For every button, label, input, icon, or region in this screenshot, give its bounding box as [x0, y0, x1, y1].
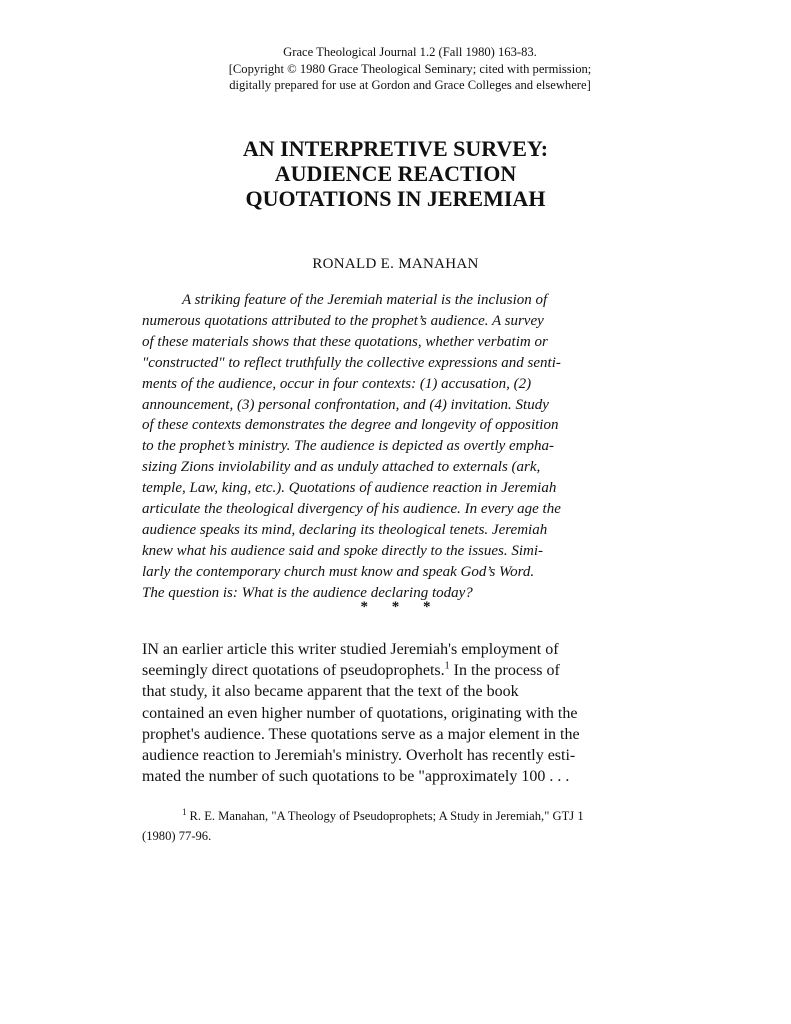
section-separator: [0, 599, 791, 616]
footnote-line: (1980) 77-96.: [142, 829, 212, 843]
title-line: AN INTERPRETIVE SURVEY:: [242, 136, 549, 161]
abstract-line: to the prophet’s ministry. The audience is depicted as overtly empha-: [142, 438, 555, 455]
abstract-line: of these materials shows that these quotations, whether verbatim or: [142, 333, 548, 350]
body-line: mated the number of such quotations to be "approximately 100 . . .: [142, 768, 570, 786]
abstract-line: of these contexts demonstrates the degree and longevity of opposition: [142, 417, 559, 434]
abstract-line: larly the contemporary church must know and speak God’s Word.: [142, 563, 535, 580]
abstract-line: "constructed" to reflect truthfully the collective expressions and senti-: [142, 354, 561, 371]
abstract-line: ments of the audience, occur in four contexts: (1) accusation, (2): [142, 375, 532, 392]
footnote-line: [142, 806, 642, 826]
separator-star: *: [360, 599, 368, 615]
abstract: [142, 290, 642, 604]
header-line: digitally prepared for use at Gordon and Grace Colleges and elsewhere]: [229, 78, 591, 92]
footnote-reference[interactable]: 1: [444, 660, 450, 672]
body-paragraph: [142, 639, 642, 787]
abstract-line: A striking feature of the Jeremiah material is the inclusion of: [182, 292, 548, 308]
separator-star: *: [391, 599, 400, 615]
body-line: IN an earlier article this writer studied Jeremiah's employment of: [142, 641, 559, 658]
body-line-text: In the process of: [449, 662, 560, 680]
body-line: audience reaction to Jeremiah's ministry. Overholt has recently esti-: [142, 747, 576, 765]
abstract-line: announcement, (3) personal confrontation, and (4) invitation. Study: [142, 396, 549, 413]
body-line-text: seemingly direct quotations of pseudoprophets.: [142, 662, 445, 680]
abstract-line: temple, Law, king, etc.). Quotations of audience reaction in Jeremiah: [142, 480, 557, 497]
abstract-line: audience speaks its mind, declaring its theological tenets. Jeremiah: [142, 521, 548, 538]
author-name: RONALD E. MANAHAN: [312, 256, 479, 272]
body-line: prophet's audience. These quotations serve as a major element in the: [142, 725, 580, 743]
footnote-text: R. E. Manahan, "A Theology of Pseudoprophets; A Study in Jeremiah," GTJ 1: [189, 809, 584, 823]
separator-star: *: [423, 599, 431, 615]
header-line: [Copyright © 1980 Grace Theological Seminary; cited with permission;: [228, 61, 592, 76]
abstract-line: knew what his audience said and spoke directly to the issues. Simi-: [142, 542, 544, 559]
journal-header: [195, 44, 625, 94]
title-line: AUDIENCE REACTION: [274, 161, 517, 186]
abstract-line: sizing Zions inviolability and as unduly attached to externals (ark,: [142, 459, 541, 476]
abstract-line: numerous quotations attributed to the prophet’s audience. A survey: [142, 312, 544, 329]
abstract-line: articulate the theological divergency of his audience. In every age the: [142, 501, 561, 518]
footnote: [142, 806, 642, 846]
article-title: [0, 136, 791, 211]
header-line: Grace Theological Journal 1.2 (Fall 1980) 163-83.: [283, 45, 537, 59]
body-line: [142, 660, 642, 681]
footnote-marker: 1: [182, 806, 187, 817]
title-line: QUOTATIONS IN JEREMIAH: [245, 186, 546, 211]
body-line: contained an even higher number of quotations, originating with the: [142, 704, 578, 722]
body-line: that study, it also became apparent that the text of the book: [142, 683, 519, 701]
abstract-line: The question is: What is the audience declaring today?: [142, 584, 473, 601]
